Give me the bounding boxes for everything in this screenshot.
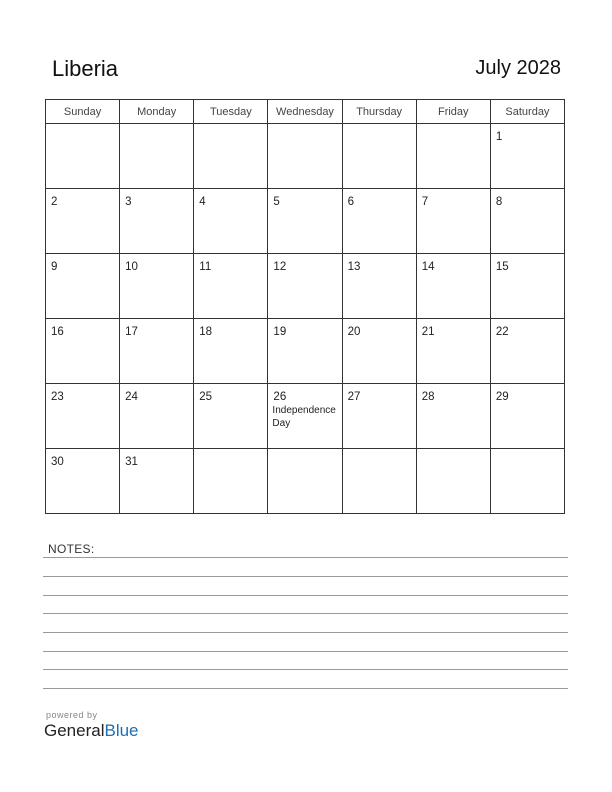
calendar-day-cell (194, 254, 268, 319)
calendar-day-cell (416, 319, 490, 384)
weekday-header: Thursday (342, 100, 416, 124)
day-number: 16 (51, 326, 64, 338)
day-number: 20 (347, 326, 361, 338)
calendar-day-cell (342, 449, 416, 514)
calendar-day-cell (46, 189, 120, 254)
day-number: 4 (199, 196, 206, 208)
calendar-week-row (46, 254, 565, 319)
day-number: 19 (273, 326, 287, 338)
calendar-day-cell (120, 124, 194, 189)
day-number: 30 (51, 456, 64, 468)
day-number: 23 (51, 391, 64, 403)
calendar-day-cell (194, 384, 268, 449)
calendar-day-cell (490, 189, 564, 254)
day-number: 1 (495, 131, 503, 143)
note-line (43, 632, 568, 633)
notes-label: NOTES: (48, 542, 95, 556)
calendar-day-cell (120, 449, 194, 514)
calendar-week-row (46, 319, 565, 384)
day-number: 7 (421, 196, 429, 208)
day-number: 2 (51, 196, 58, 208)
note-line (43, 651, 568, 652)
day-number: 12 (273, 261, 287, 273)
calendar-day-cell (490, 124, 564, 189)
weekday-header: Wednesday (268, 100, 342, 124)
day-number: 5 (273, 196, 280, 208)
calendar-week-row (46, 384, 565, 449)
note-line (43, 669, 568, 670)
day-number: 26 (273, 391, 287, 403)
weekday-header: Friday (416, 100, 490, 124)
day-number: 10 (125, 261, 138, 273)
calendar-day-cell (416, 384, 490, 449)
calendar-day-cell (268, 189, 342, 254)
calendar-day-cell (268, 319, 342, 384)
weekday-header: Monday (120, 100, 194, 124)
calendar-day-cell (46, 124, 120, 189)
calendar-month-title: July 2028 (475, 57, 561, 79)
holiday-label: Independence Day (272, 405, 336, 429)
day-number: 21 (421, 326, 435, 338)
brand-logo (44, 721, 139, 741)
weekday-header: Tuesday (194, 100, 268, 124)
day-number: 24 (125, 391, 138, 403)
day-number: 29 (495, 391, 509, 403)
day-number: 8 (495, 196, 503, 208)
calendar-day-cell (194, 124, 268, 189)
calendar-day-cell (120, 189, 194, 254)
day-number: 6 (347, 196, 354, 208)
day-number: 18 (199, 326, 213, 338)
calendar-day-cell (268, 124, 342, 189)
day-number: 25 (199, 391, 213, 403)
calendar-day-cell (342, 384, 416, 449)
calendar-week-row (46, 189, 565, 254)
calendar-day-cell (194, 449, 268, 514)
calendar-day-cell (120, 319, 194, 384)
weekday-header-row (46, 100, 565, 124)
calendar-day-cell (194, 189, 268, 254)
calendar-day-cell (490, 384, 564, 449)
calendar-day-cell (120, 254, 194, 319)
calendar-day-cell (46, 449, 120, 514)
day-number: 14 (421, 261, 435, 273)
calendar-day-cell (268, 254, 342, 319)
calendar-grid (45, 99, 565, 514)
calendar-day-cell (342, 189, 416, 254)
note-line (43, 557, 568, 558)
day-number: 22 (495, 326, 509, 338)
calendar-day-cell (342, 254, 416, 319)
calendar-day-cell (490, 449, 564, 514)
calendar-day-cell (490, 254, 564, 319)
calendar-day-cell (490, 319, 564, 384)
note-line (43, 595, 568, 596)
day-number: 31 (125, 456, 138, 468)
calendar-day-cell (416, 124, 490, 189)
calendar-day-cell (416, 189, 490, 254)
note-line (43, 688, 568, 689)
day-number: 28 (421, 391, 435, 403)
calendar-day-cell (268, 384, 342, 449)
calendar-day-cell (46, 254, 120, 319)
calendar-week-row (46, 124, 565, 189)
brand-logo-blue: Blue (104, 721, 139, 740)
calendar-day-cell (416, 449, 490, 514)
calendar-day-cell (46, 319, 120, 384)
day-number: 9 (51, 261, 58, 273)
day-number: 3 (125, 196, 132, 208)
calendar-day-cell (342, 124, 416, 189)
note-line (43, 576, 568, 577)
day-number: 27 (347, 391, 361, 403)
calendar-day-cell (268, 449, 342, 514)
calendar-country-title: Liberia (52, 56, 119, 81)
day-number: 13 (347, 261, 361, 273)
powered-by-text: powered by (46, 710, 98, 720)
calendar-day-cell (120, 384, 194, 449)
day-number: 17 (125, 326, 138, 338)
note-line (43, 613, 568, 614)
calendar-day-cell (416, 254, 490, 319)
day-number: 11 (199, 261, 212, 273)
brand-logo-general: General (44, 721, 105, 740)
calendar-day-cell (194, 319, 268, 384)
weekday-header: Sunday (46, 100, 120, 124)
day-number: 15 (495, 261, 509, 273)
calendar-week-row (46, 449, 565, 514)
weekday-header: Saturday (490, 100, 564, 124)
calendar-day-cell (342, 319, 416, 384)
calendar-day-cell (46, 384, 120, 449)
